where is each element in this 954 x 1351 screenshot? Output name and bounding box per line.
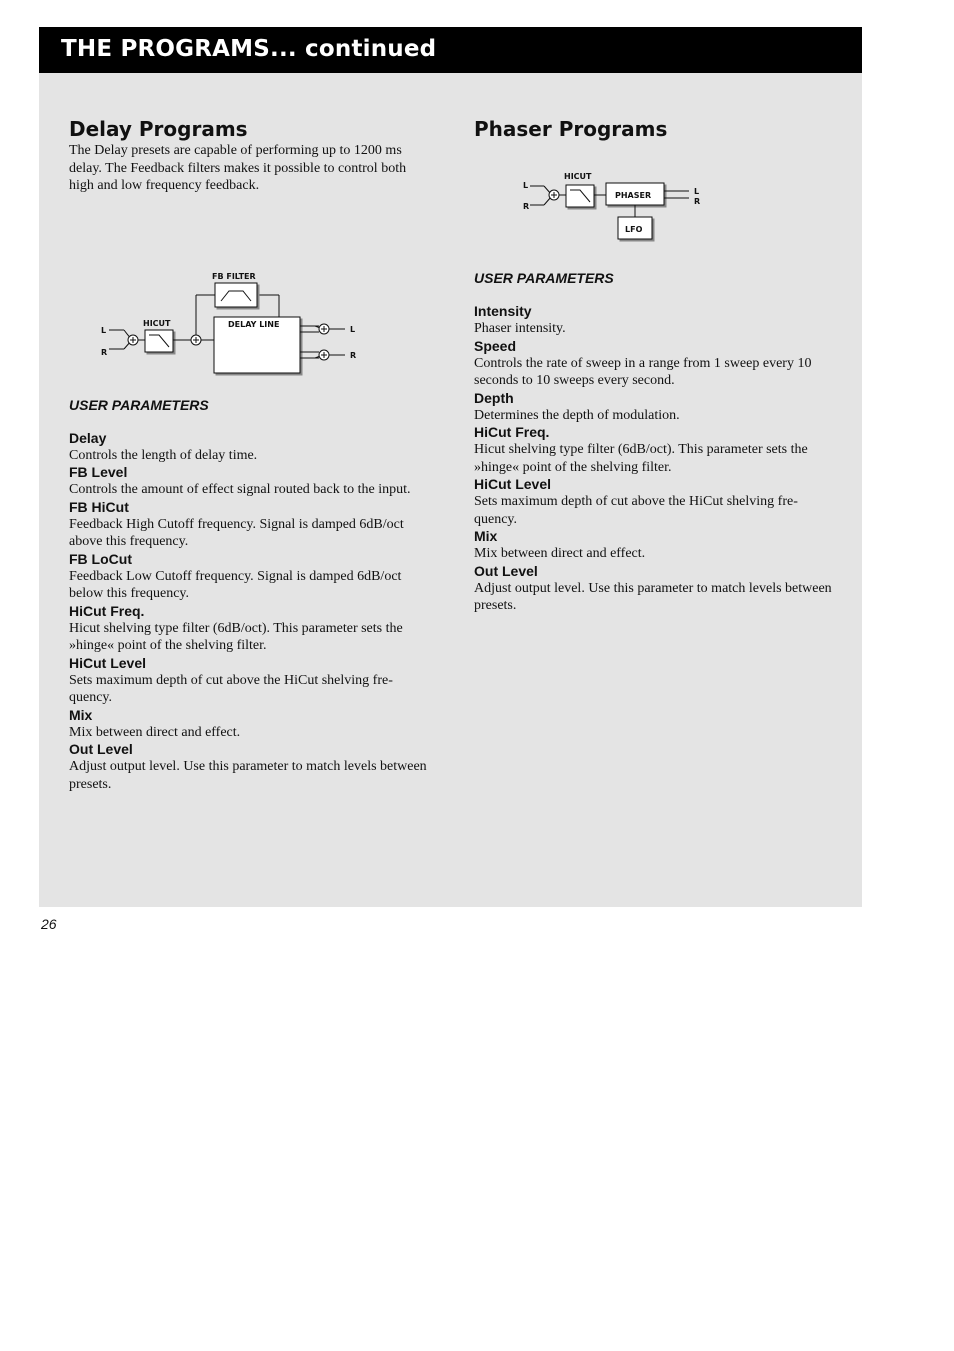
param-name: Intensity — [474, 303, 532, 319]
param-desc: Determines the depth of modulation. — [474, 407, 680, 423]
phaser-param-mix — [474, 528, 836, 563]
delay-param-out-level — [69, 741, 431, 793]
phaser-input-r-label: R — [523, 202, 530, 211]
param-name: HiCut Freq. — [69, 602, 145, 619]
delay-param-mix — [69, 707, 431, 742]
delay-user-parameters-heading: USER PARAMETERS — [69, 396, 209, 413]
phaser-param-intensity — [474, 303, 836, 338]
delay-input-r-label: R — [101, 347, 108, 357]
param-desc: Controls the length of delay time. — [69, 447, 258, 463]
phaser-param-hicut-freq — [474, 424, 836, 476]
delay-output-l-label: L — [350, 324, 356, 334]
delay-param-hicut-level — [69, 655, 431, 707]
delay-param-fb-hicut — [69, 499, 431, 551]
phaser-block-diagram — [474, 143, 836, 253]
param-desc: Mix between direct and effect. — [474, 546, 646, 561]
param-name: Out Level — [69, 741, 133, 757]
param-desc: Controls the amount of effect signal routed back to the input. — [69, 482, 411, 497]
phaser-programs-section — [474, 117, 836, 615]
delay-input-l-label: L — [101, 325, 107, 335]
param-name: Depth — [474, 389, 514, 406]
param-desc: Feedback Low Cutoff frequency. Signal is damped 6dB/oct below this frequency. — [69, 568, 402, 601]
param-desc: Controls the rate of sweep in a range from 1 sweep every 10 seconds to 10 sweeps every second. — [474, 355, 812, 388]
phaser-user-parameters-heading: USER PARAMETERS — [474, 270, 614, 286]
delay-block-diagram — [69, 199, 431, 389]
delay-param-fb-level — [69, 464, 431, 499]
param-desc: Feedback High Cutoff frequency. Signal is damped 6dB/oct above this frequency. — [69, 516, 404, 549]
delay-programs-intro: The Delay presets are capable of performing up to 1200 ms delay. The Feedback filters makes it possible to control both high and low frequency feedback. — [69, 143, 407, 193]
page-number: 26 — [41, 916, 57, 932]
param-name: HiCut Level — [474, 476, 552, 492]
param-desc: Sets maximum depth of cut above the HiCut shelving fre-quency. — [69, 672, 393, 705]
delay-param-fb-locut — [69, 551, 431, 603]
param-desc: Sets maximum depth of cut above the HiCut shelving fre-quency. — [474, 494, 798, 527]
phaser-output-l-label: L — [694, 187, 700, 196]
delay-hicut-label: HICUT — [143, 318, 171, 328]
phaser-param-speed — [474, 338, 836, 390]
param-desc: Hicut shelving type filter (6dB/oct). This parameter sets the »hinge« point of the shelving filter. — [474, 442, 808, 475]
param-name: HiCut Freq. — [474, 424, 550, 440]
phaser-param-out-level — [474, 563, 836, 615]
delay-output-r-label: R — [350, 350, 357, 360]
content-panel — [39, 73, 862, 907]
param-desc: Adjust output level. Use this parameter to match levels between presets. — [474, 580, 832, 613]
delay-programs-section — [69, 117, 431, 793]
param-name: Delay — [69, 429, 107, 446]
param-name: Mix — [69, 706, 93, 723]
phaser-param-depth — [474, 390, 836, 425]
phaser-param-hicut-level — [474, 476, 836, 528]
header-bar — [39, 27, 862, 73]
phaser-hicut-label: HICUT — [564, 172, 592, 181]
phaser-output-r-label: R — [694, 197, 701, 206]
delay-param-delay — [69, 430, 431, 465]
phaser-label: PHASER — [615, 191, 652, 200]
param-name: FB LoCut — [69, 550, 132, 567]
param-desc: Adjust output level. Use this parameter to match levels between presets. — [69, 759, 427, 792]
param-name: Speed — [474, 337, 517, 354]
param-name: Out Level — [474, 562, 538, 579]
param-name: FB Level — [69, 464, 128, 480]
delay-parameter-list — [69, 430, 431, 794]
phaser-parameter-list — [474, 303, 836, 615]
param-desc: Hicut shelving type filter (6dB/oct). This parameter sets the »hinge« point of the shelving filter. — [69, 620, 403, 653]
phaser-programs-title: Phaser Programs — [474, 117, 668, 141]
delay-line-label: DELAY LINE — [228, 319, 280, 329]
param-name: Mix — [474, 528, 498, 544]
param-name: HiCut Level — [69, 654, 147, 671]
param-desc: Phaser intensity. — [474, 321, 566, 336]
fb-filter-label: FB FILTER — [212, 271, 256, 281]
phaser-input-l-label: L — [523, 181, 529, 190]
page-title: THE PROGRAMS... continued — [61, 36, 437, 62]
delay-param-hicut-freq — [69, 603, 431, 655]
param-name: FB HiCut — [69, 498, 129, 515]
delay-programs-title: Delay Programs — [69, 117, 248, 141]
lfo-label: LFO — [625, 225, 643, 234]
param-desc: Mix between direct and effect. — [69, 724, 241, 740]
